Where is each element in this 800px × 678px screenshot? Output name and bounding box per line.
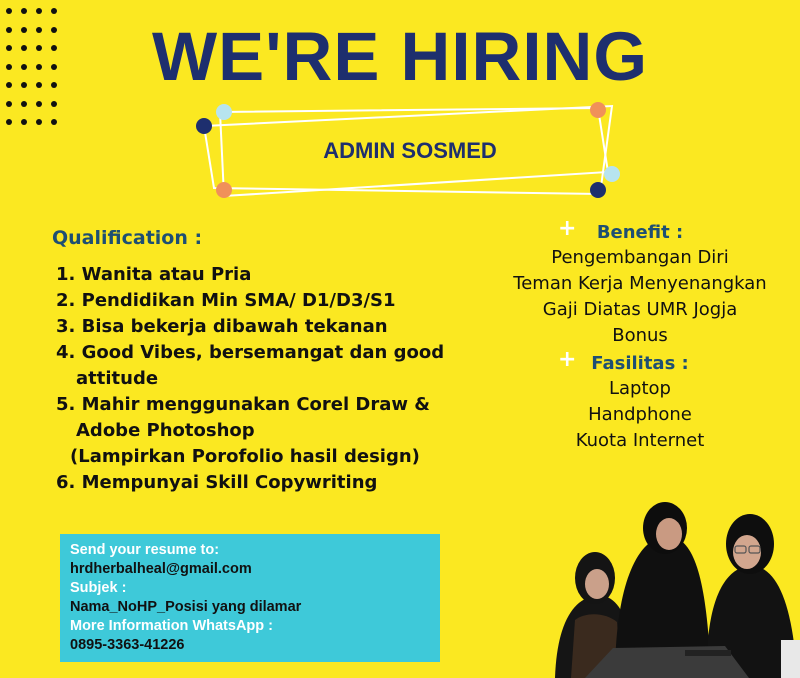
decoration-dot xyxy=(6,101,12,107)
contact-box xyxy=(60,534,440,662)
decoration-dot xyxy=(21,119,27,125)
fasilitas-item: Kuota Internet xyxy=(575,430,705,451)
qualification-item-text: 3. Bisa bekerja dibawah tekanan xyxy=(56,316,388,337)
qualification-heading: Qualification : xyxy=(52,227,203,249)
fasilitas-heading-row xyxy=(480,347,800,374)
frame-dot-lightblue-br xyxy=(604,166,620,182)
qualification-item xyxy=(56,470,476,496)
plus-icon: + xyxy=(558,216,577,241)
qualification-item xyxy=(56,288,476,314)
decoration-dot xyxy=(51,119,57,125)
benefit-item: Pengembangan Diri xyxy=(551,247,729,268)
qualification-item xyxy=(56,262,476,288)
qualification-item xyxy=(56,314,476,340)
benefit-item: Teman Kerja Menyenangkan xyxy=(513,273,767,294)
subject-format: Nama_NoHP_Posisi yang dilamar xyxy=(70,599,302,615)
fasilitas-item: Handphone xyxy=(588,404,692,425)
decoration-dot xyxy=(36,119,42,125)
qualification-item-note: (Lampirkan Porofolio hasil design) xyxy=(70,446,420,467)
qualification-item xyxy=(56,392,476,470)
email-link[interactable]: hrdherbalheal@gmail.com xyxy=(70,561,252,577)
decoration-dot xyxy=(51,8,57,14)
decoration-dot xyxy=(36,101,42,107)
phone-number[interactable]: 0895-3363-41226 xyxy=(70,637,185,653)
plus-icon: + xyxy=(558,347,577,372)
qualification-item-text: 5. Mahir menggunakan Corel Draw & xyxy=(56,394,430,415)
benefit-heading: Benefit : xyxy=(596,222,684,243)
decoration-dot xyxy=(6,119,12,125)
qualification-item-continuation: attitude xyxy=(76,368,159,389)
benefit-heading-row xyxy=(480,216,800,243)
subject-label: Subjek : xyxy=(70,580,127,596)
decoration-dot xyxy=(51,101,57,107)
benefit-item: Bonus xyxy=(612,325,668,346)
fasilitas-item: Laptop xyxy=(609,378,671,399)
qualification-item-continuation: Adobe Photoshop xyxy=(76,420,255,441)
team-photo xyxy=(535,500,800,678)
qualification-item-text: 4. Good Vibes, bersemangat dan good xyxy=(56,342,445,363)
frame-dot-navy-tl xyxy=(196,118,212,134)
whatsapp-label: More Information WhatsApp : xyxy=(70,618,273,634)
headline: WE'RE HIRING xyxy=(151,18,649,95)
qualification-item xyxy=(56,340,476,392)
qualification-item-text: 2. Pendidikan Min SMA/ D1/D3/S1 xyxy=(56,290,396,311)
qualification-item-text: 1. Wanita atau Pria xyxy=(56,264,252,285)
decoration-dot xyxy=(21,8,27,14)
frame-dot-lightblue-tl xyxy=(216,104,232,120)
decoration-dot xyxy=(21,101,27,107)
position-title: ADMIN SOSMED xyxy=(323,138,497,163)
send-resume-label: Send your resume to: xyxy=(70,542,220,558)
frame-dot-orange-bl xyxy=(216,182,232,198)
frame-dot-orange-tr xyxy=(590,102,606,118)
benefits-column xyxy=(480,216,800,454)
frame-dot-navy-br xyxy=(590,182,606,198)
qualification-list xyxy=(56,262,476,496)
decoration-dot xyxy=(6,8,12,14)
benefit-item: Gaji Diatas UMR Jogja xyxy=(542,299,738,320)
qualification-item-text: 6. Mempunyai Skill Copywriting xyxy=(56,472,378,493)
decoration-dot xyxy=(36,8,42,14)
fasilitas-heading: Fasilitas : xyxy=(591,353,689,374)
